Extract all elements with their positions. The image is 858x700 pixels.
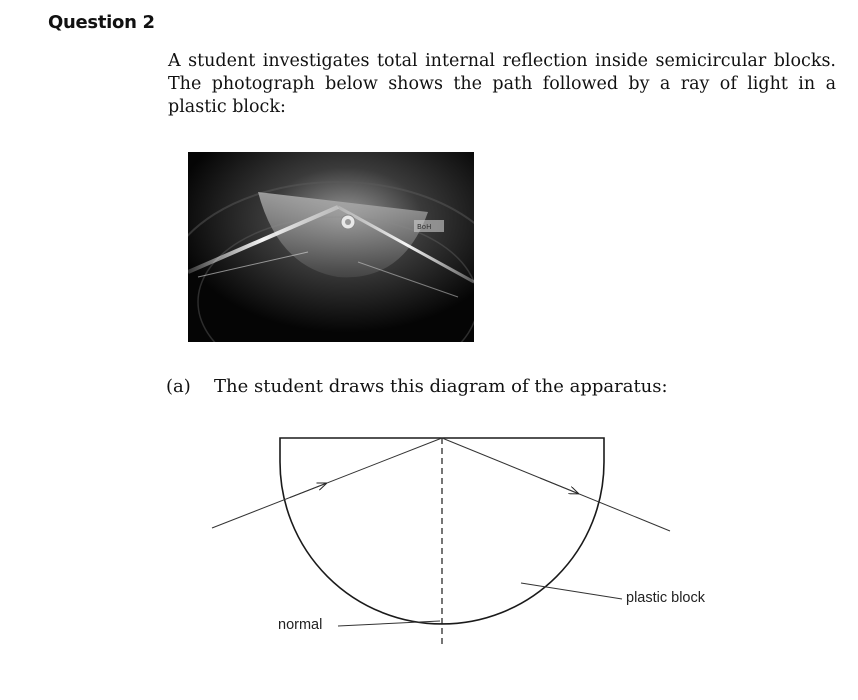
incident-ray	[212, 438, 442, 528]
plastic-block-leader	[521, 583, 622, 599]
part-a-text: The student draws this diagram of the apparatus:	[214, 376, 668, 397]
photo-brand-mark: BoH	[417, 223, 432, 231]
reflected-ray-arrow	[540, 478, 578, 494]
incident-ray-arrow	[290, 483, 326, 497]
normal-label: normal	[278, 617, 323, 633]
question-intro: A student investigates total internal reflection inside semicircular blocks. The photograph below shows the path followed by a ray of light in a plastic block:	[168, 51, 836, 117]
part-a-label: (a)	[166, 376, 191, 397]
question-title: Question 2	[48, 12, 155, 33]
plastic-block-label: plastic block	[626, 590, 705, 606]
